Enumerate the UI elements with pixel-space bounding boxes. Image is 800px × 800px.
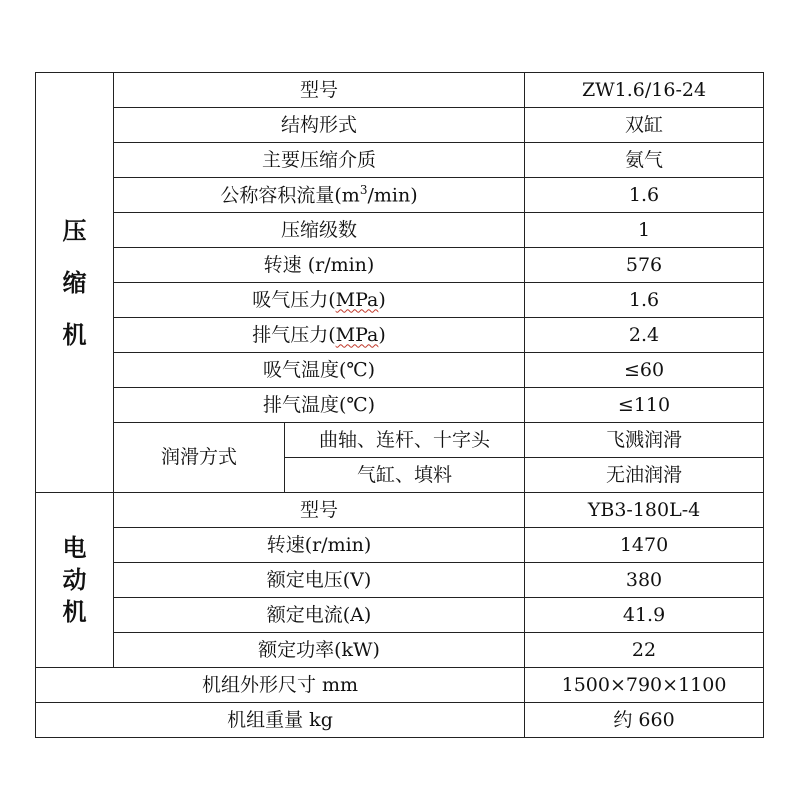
table-row xyxy=(36,178,764,213)
row-label xyxy=(114,318,525,353)
row-value: ≤60 xyxy=(525,353,764,388)
compressor-group-label xyxy=(36,73,114,493)
group-char: 压 xyxy=(62,216,87,245)
row-value: 双缸 xyxy=(525,108,764,143)
group-char: 动 xyxy=(62,566,87,594)
row-value: 41.9 xyxy=(525,598,764,633)
label-superscript: 3 xyxy=(359,183,368,198)
table-row xyxy=(36,248,764,283)
table-row xyxy=(36,493,764,528)
table-row xyxy=(36,668,764,703)
table-row xyxy=(36,633,764,668)
row-value: ≤110 xyxy=(525,388,764,423)
group-char: 缩 xyxy=(62,268,87,297)
label-text: /min) xyxy=(367,184,418,207)
row-label: 吸气温度(℃) xyxy=(114,353,525,388)
row-label: 型号 xyxy=(114,73,525,108)
row-label: 机组外形尺寸 mm xyxy=(36,668,525,703)
row-value: 无油润滑 xyxy=(525,458,764,493)
row-value: 22 xyxy=(525,633,764,668)
row-value: 1.6 xyxy=(525,178,764,213)
label-unit: MPa xyxy=(335,288,379,311)
row-label: 转速(r/min) xyxy=(114,528,525,563)
table-row xyxy=(36,703,764,738)
row-label: 额定电流(A) xyxy=(114,598,525,633)
row-label: 主要压缩介质 xyxy=(114,143,525,178)
label-text: ) xyxy=(378,323,386,346)
row-value: 1.6 xyxy=(525,283,764,318)
row-value: YB3-180L-4 xyxy=(525,493,764,528)
label-text: 公称容积流量(m xyxy=(220,184,360,207)
table-row xyxy=(36,143,764,178)
row-value: 飞溅润滑 xyxy=(525,423,764,458)
row-label xyxy=(114,178,525,213)
row-label: 转速 (r/min) xyxy=(114,248,525,283)
lubrication-part: 气缸、填料 xyxy=(285,458,525,493)
row-value: 氨气 xyxy=(525,143,764,178)
row-value: 1500×790×1100 xyxy=(525,668,764,703)
table-row xyxy=(36,213,764,248)
row-label: 型号 xyxy=(114,493,525,528)
motor-group-label xyxy=(36,493,114,668)
row-label: 结构形式 xyxy=(114,108,525,143)
row-value: ZW1.6/16-24 xyxy=(525,73,764,108)
table-row xyxy=(36,353,764,388)
table-row xyxy=(36,563,764,598)
table-row xyxy=(36,73,764,108)
lubrication-label: 润滑方式 xyxy=(114,423,285,493)
label-text: ) xyxy=(378,288,386,311)
group-char: 机 xyxy=(62,598,87,626)
row-value: 380 xyxy=(525,563,764,598)
table-row xyxy=(36,108,764,143)
table-row xyxy=(36,388,764,423)
lubrication-part: 曲轴、连杆、十字头 xyxy=(285,423,525,458)
group-char: 机 xyxy=(62,320,87,349)
label-unit: MPa xyxy=(335,323,379,346)
table-row xyxy=(36,423,764,458)
row-label xyxy=(114,283,525,318)
row-label: 排气温度(℃) xyxy=(114,388,525,423)
group-char: 电 xyxy=(62,534,87,562)
row-label: 额定功率(kW) xyxy=(114,633,525,668)
row-value: 2.4 xyxy=(525,318,764,353)
row-label: 压缩级数 xyxy=(114,213,525,248)
row-value: 576 xyxy=(525,248,764,283)
row-label: 机组重量 kg xyxy=(36,703,525,738)
row-value: 约 660 xyxy=(525,703,764,738)
spec-table xyxy=(35,72,764,738)
label-text: 吸气压力( xyxy=(252,288,336,311)
table-row xyxy=(36,283,764,318)
table-row xyxy=(36,528,764,563)
label-text: 排气压力( xyxy=(252,323,336,346)
table-row xyxy=(36,598,764,633)
table-row xyxy=(36,318,764,353)
row-value: 1470 xyxy=(525,528,764,563)
row-label: 额定电压(V) xyxy=(114,563,525,598)
row-value: 1 xyxy=(525,213,764,248)
